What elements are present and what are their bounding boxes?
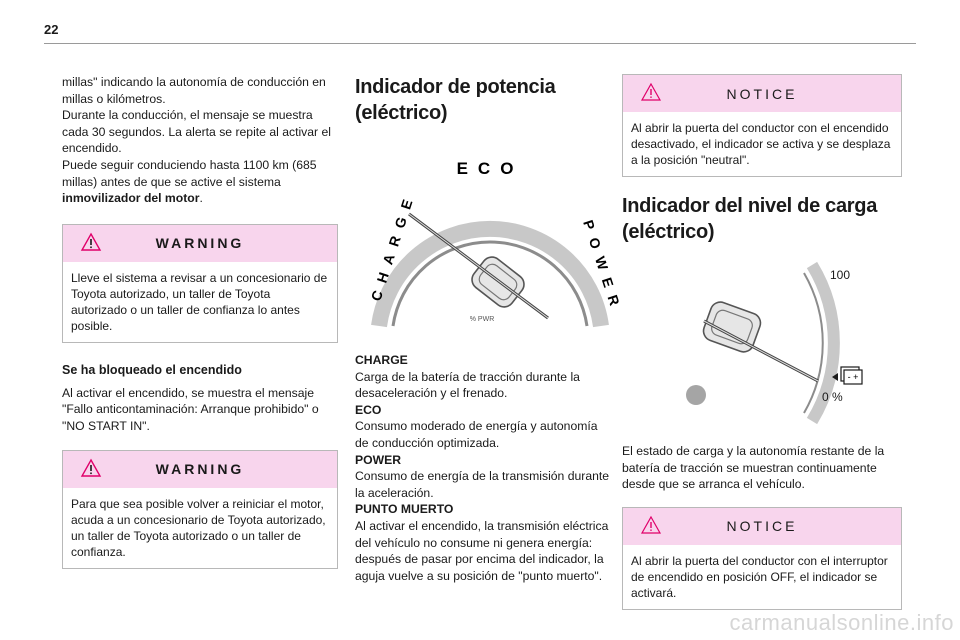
- warning-box-2: [62, 450, 338, 569]
- column-2: [355, 74, 626, 584]
- legend-neutral-text: Al activar el encendido, la transmisión eléctrica del vehículo no consume ni genera energía: después de pasar por encima del indicador, la aguja vuelve a su posición de "punto muerto".: [355, 518, 609, 583]
- intro-paragraph: millas" indicando la autonomía de conducción en millas o kilómetros.: [62, 75, 326, 106]
- notice-header: [623, 508, 901, 545]
- notice-box-2: [622, 507, 902, 610]
- warning-text: Lleve el sistema a revisar a un concesionario de Toyota autorizado, un taller de Toyota autorizado o un taller de confianza lo antes posible.: [71, 270, 328, 333]
- immobilizer-term: inmovilizador del motor: [62, 191, 200, 206]
- notice-title: NOTICE: [726, 518, 798, 535]
- warning-triangle-icon: [81, 233, 101, 251]
- notice-title: NOTICE: [726, 85, 798, 102]
- intro-paragraph-2: Durante la conducción, el mensaje se muestra cada 30 segundos. La alerta se repite al activar el encendido.: [62, 108, 331, 156]
- intro-period: .: [199, 191, 203, 206]
- gauge-pwr-label: % PWR: [469, 316, 495, 323]
- gauge-legend: [355, 352, 610, 584]
- notice-triangle-icon: [641, 516, 661, 534]
- footer-watermark: carmanualsonline.info: [729, 610, 954, 635]
- legend-eco-text: Consumo moderado de energía y autonomía de conducción optimizada.: [355, 419, 598, 450]
- power-indicator-heading: Indicador de potencia (eléctrico): [355, 76, 556, 124]
- warning-triangle-icon: [81, 459, 101, 477]
- charge-needle-highlight: [704, 321, 818, 381]
- blocked-paragraph: Al activar el encendido, se muestra el mensaje "Fallo anticontaminación: Arranque prohibido" o "NO START IN".: [62, 385, 319, 433]
- gauge-100-label: 100: [830, 268, 851, 282]
- legend-charge-text: Carga de la batería de tracción durante la desaceleración y el frenado.: [355, 369, 580, 401]
- warning-header: [63, 451, 337, 488]
- legend-eco-title: ECO: [355, 402, 382, 417]
- subheading-ignition-blocked: Se ha bloqueado el encendido: [62, 362, 242, 377]
- column-1: [62, 74, 338, 569]
- charge-state-paragraph: El estado de carga y la autonomía restante de la batería de tracción se muestran continuamente desde que se arranca el vehículo.: [622, 444, 885, 492]
- legend-power-title: POWER: [355, 452, 402, 467]
- warning-title: WARNING: [155, 235, 245, 252]
- charge-gauge-illustration: [622, 251, 902, 431]
- legend-neutral-title: PUNTO MUERTO: [355, 502, 454, 517]
- legend-power-text: Consumo de energía de la transmisión durante la aceleración.: [355, 469, 610, 500]
- power-gauge-illustration: [355, 130, 626, 330]
- svg-text:- +: - +: [847, 372, 859, 382]
- column-3: [622, 74, 902, 610]
- intro-paragraph-3: [62, 157, 338, 207]
- notice-triangle-icon: [641, 83, 661, 101]
- notice-text: Al abrir la puerta del conductor con el interruptor de encendido en posición OFF, el indicador se activará.: [631, 553, 888, 600]
- intro-text: Puede seguir conduciendo hasta 1100 km (685 millas) antes de que se active el sistema: [62, 157, 317, 189]
- notice-text: Al abrir la puerta del conductor con el encendido desactivado, el indicador se activa y se desplaza a la posición "neutral".: [631, 121, 891, 167]
- notice-header: [623, 75, 901, 112]
- page-number: 22: [44, 22, 59, 37]
- gauge-0-label: 0 %: [822, 390, 843, 404]
- indicator-light-icon: [686, 385, 706, 405]
- warning-header: [63, 225, 337, 262]
- header-rule: [44, 43, 916, 44]
- warning-text: Para que sea posible volver a reiniciar el motor, acuda a un concesionario de Toyota autorizado, un taller de Toyota autorizado o un taller de confianza.: [71, 496, 326, 559]
- legend-charge-title: CHARGE: [355, 353, 408, 367]
- gauge-label-charge: CHARGE: [367, 188, 419, 303]
- warning-box-1: [62, 224, 338, 343]
- charge-level-heading: Indicador del nivel de carga (eléctrico): [622, 195, 878, 243]
- notice-box-1: [622, 74, 902, 177]
- gauge-label-eco: ECO: [456, 159, 524, 178]
- warning-title: WARNING: [155, 461, 245, 478]
- gauge-label-power: POWER: [580, 217, 626, 317]
